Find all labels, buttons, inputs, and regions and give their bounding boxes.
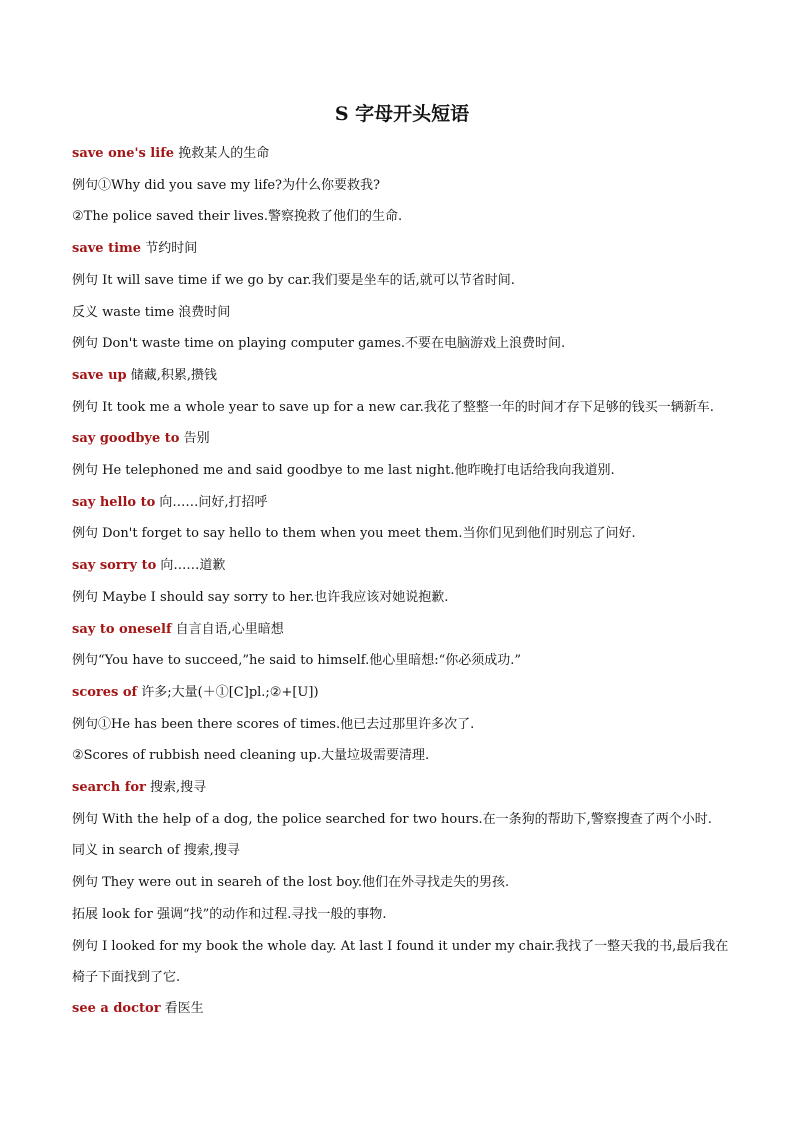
example-line: ②Scores of rubbish need cleaning up.大量垃圾需要清理. [72,748,430,764]
phrase-term: see a doctor [72,1000,161,1016]
example-line: 例句 Don't forget to say hello to them when you meet them.当你们见到他们时别忘了问好. [72,526,636,542]
phrase-term: say hello to [72,494,156,510]
synonym-line: 同义 in search of 搜索,搜寻 [72,843,240,859]
antonym-line: 反义 waste time 浪费时间 [72,304,231,320]
entry-line [72,614,732,646]
entry-line [72,772,732,804]
entry-line [72,550,732,582]
example-line: ②The police saved their lives.警察挽救了他们的生命. [72,209,403,225]
line-text: 自言自语,心里暗想 [171,621,284,637]
phrase-term: search for [72,780,146,796]
phrase-term: save time [72,241,142,257]
entry-line [72,487,732,519]
page-title: S 字母开头短语 [334,103,470,125]
example-line: 例句①He has been there scores of times.他已去过那里许多次了. [72,716,475,732]
extension-line: 拓展 look for 强调“找”的动作和过程.寻找一般的事物. [72,906,387,922]
line-text: 告别 [179,431,210,447]
line-text: 挽救某人的生命 [174,146,270,161]
example-line: 例句 I looked for my book the whole day. At last I found it under my chair.我找了一整天我的书,最后我在椅子下面找到了它. [72,938,729,985]
example-line: 例句 They were out in seareh of the lost boy.他们在外寻找走失的男孩. [72,875,510,891]
entry-line [72,360,732,392]
phrase-term: scores of [72,684,138,700]
line-text: 看医生 [160,1000,204,1016]
example-line: 例句 With the help of a dog, the police searched for two hours.在一条狗的帮助下,警察搜查了两个小时. [72,811,712,827]
line-text: 许多;大量(＋①[C]pl.;②+[U]) [137,684,319,700]
line-text: 向……道歉 [156,558,226,574]
entry-line [72,677,732,709]
phrase-term: say sorry to [72,558,157,574]
phrase-term: save one's life [72,146,175,161]
phrase-term: say to oneself [72,621,172,637]
document-page [72,100,732,1024]
line-text: 储藏,积累,攒钱 [126,367,218,383]
example-line: 例句“You have to succeed,”he said to himself.他心里暗想:“你必须成功.” [72,653,522,669]
phrase-term: save up [72,367,127,383]
line-text: 向……问好,打招呼 [155,494,268,510]
entry-line [72,233,732,265]
line-text: 节约时间 [141,241,198,257]
example-line: 例句①Why did you save my life?为什么你要救我? [72,177,380,193]
example-line: 例句 Don't waste time on playing computer games.不要在电脑游戏上浪费时间. [72,336,566,352]
entry-line [72,423,732,455]
example-line: 例句 He telephoned me and said goodbye to me last night.他昨晚打电话给我向我道别. [72,463,615,479]
line-text: 搜索,搜寻 [145,780,207,796]
example-line: 例句 Maybe I should say sorry to her.也许我应该对她说抱歉. [72,589,449,605]
phrase-term: say goodbye to [72,431,180,447]
entry-line [72,138,732,170]
entry-line [72,993,732,1025]
example-line: 例句 It will save time if we go by car.我们要是坐车的话,就可以节省时间. [72,272,515,288]
example-line: 例句 It took me a whole year to save up for a new car.我花了整整一年的时间才存下足够的钱买一辆新车. [72,399,714,415]
